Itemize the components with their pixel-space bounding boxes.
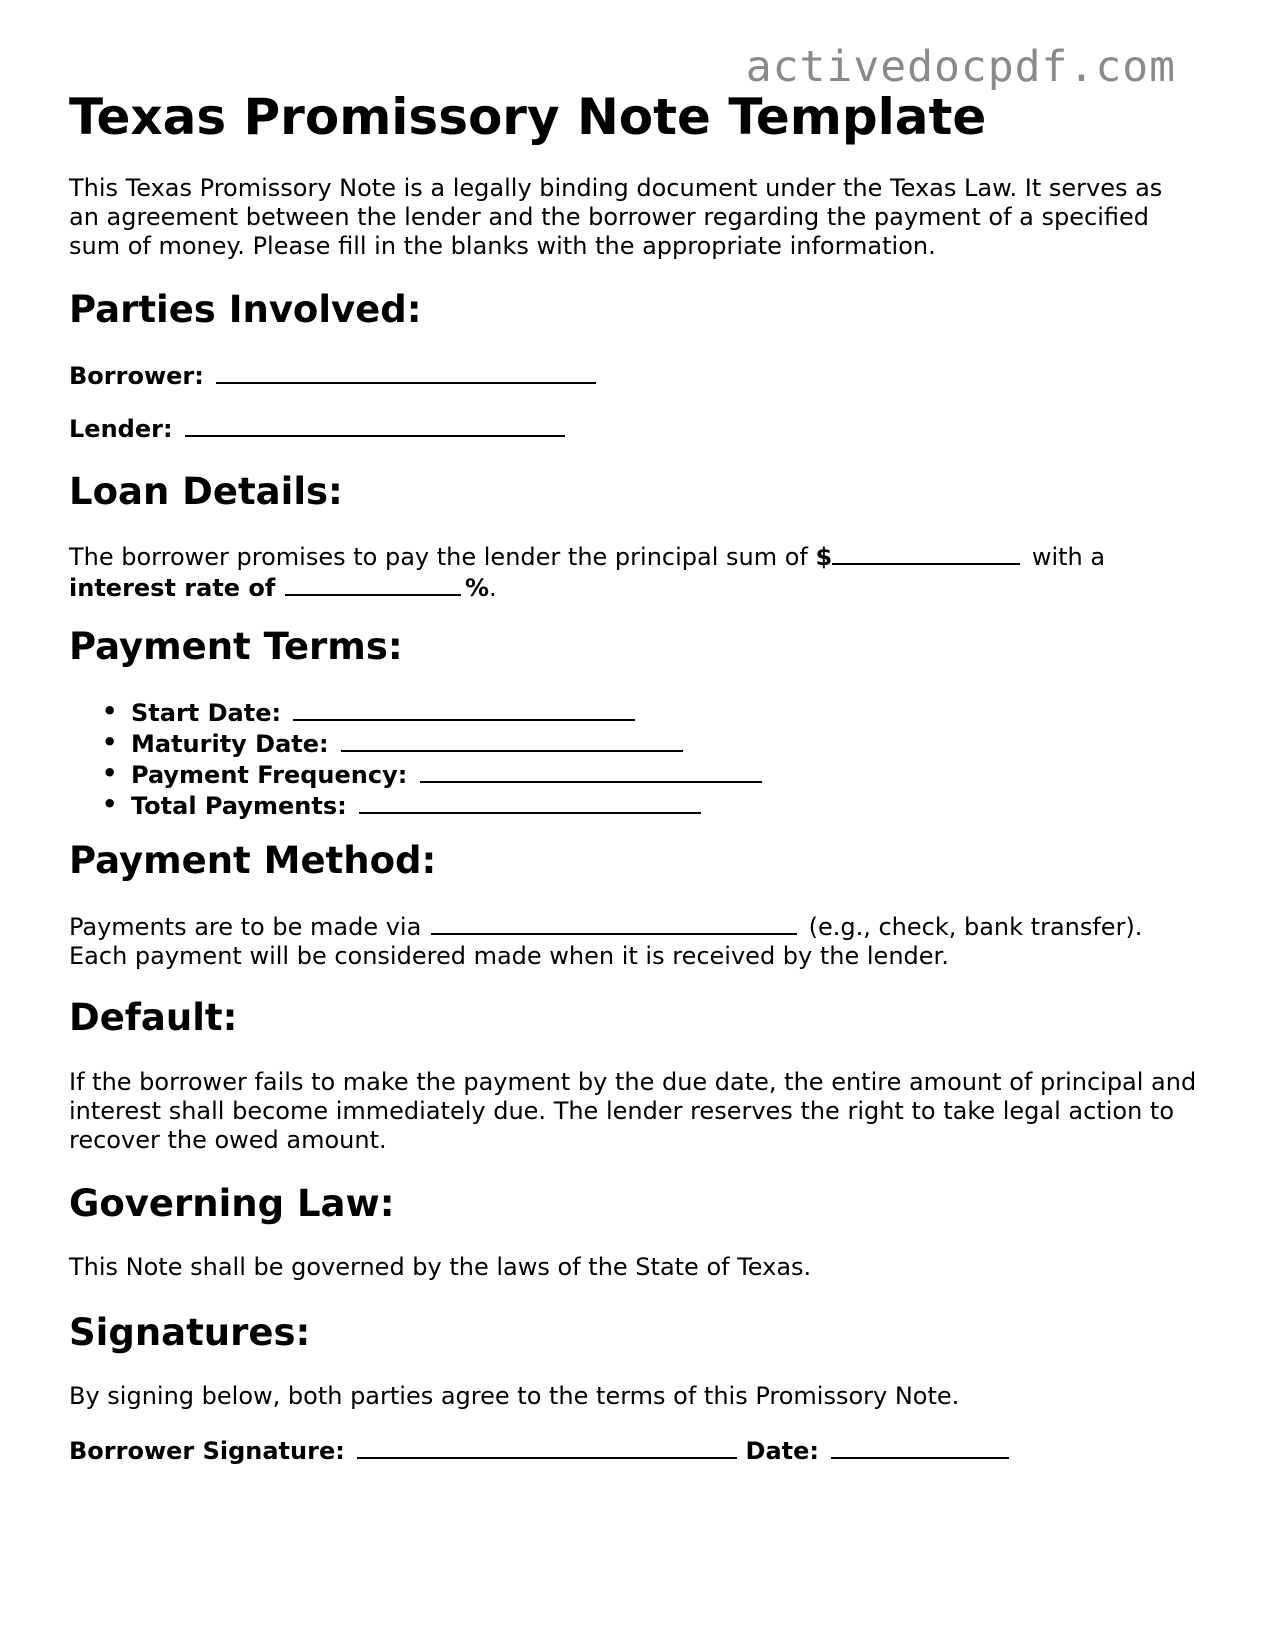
- payment-method-heading: Payment Method:: [69, 839, 437, 882]
- borrower-blank[interactable]: [216, 360, 596, 384]
- signatures-section: [69, 1311, 1199, 1354]
- list-item: [69, 697, 1199, 728]
- payment-method-paragraph: [69, 911, 1199, 971]
- parties-section: [69, 288, 1199, 331]
- bullet: •: [102, 728, 118, 756]
- loan-paragraph: [69, 541, 1199, 603]
- principal-blank[interactable]: [832, 541, 1020, 565]
- borrower-signature-label: Borrower Signature:: [69, 1437, 345, 1465]
- lender-label: Lender:: [69, 415, 173, 443]
- governing-law-section: [69, 1182, 1199, 1225]
- payment-frequency-label: Payment Frequency:: [131, 761, 408, 789]
- list-item: [69, 759, 1199, 790]
- payment-terms-section: [69, 625, 1199, 668]
- maturity-date-label: Maturity Date:: [131, 730, 329, 758]
- total-payments-label: Total Payments:: [131, 792, 347, 820]
- governing-law-paragraph: This Note shall be governed by the laws of the State of Texas.: [69, 1253, 812, 1281]
- default-section: [69, 996, 1199, 1039]
- default-paragraph: If the borrower fails to make the payment by the due date, the entire amount of principal and interest shall become immediately due. The lender reserves the right to take legal action to recover the owed amount.: [69, 1068, 1197, 1154]
- default-heading: Default:: [69, 996, 238, 1039]
- borrower-label: Borrower:: [69, 362, 204, 390]
- start-date-label: Start Date:: [131, 699, 282, 727]
- payment-frequency-blank[interactable]: [420, 759, 762, 783]
- total-payments-blank[interactable]: [359, 790, 701, 814]
- loan-period: .: [489, 574, 497, 602]
- loan-text-after-amount: with a: [1024, 543, 1106, 571]
- default-block: [69, 1068, 1199, 1155]
- signatures-paragraph: By signing below, both parties agree to the terms of this Promissory Note.: [69, 1382, 960, 1410]
- signatures-block: [69, 1382, 1199, 1411]
- payment-method-text-after: (e.g., check, bank transfer).: [808, 913, 1143, 941]
- maturity-date-blank[interactable]: [341, 728, 683, 752]
- list-item: [69, 728, 1199, 759]
- payment-terms-list-block: [69, 697, 1199, 821]
- watermark: activedocpdf.com: [745, 42, 1176, 92]
- loan-section: [69, 470, 1199, 513]
- borrower-field: [69, 360, 1199, 390]
- list-item: [69, 790, 1199, 821]
- borrower-signature-blank[interactable]: [357, 1435, 737, 1459]
- payment-method-text-before: Payments are to be made via: [69, 913, 422, 941]
- bullet: •: [102, 790, 118, 818]
- governing-law-block: [69, 1253, 1199, 1282]
- payment-method-block: [69, 911, 1199, 971]
- payment-terms-heading: Payment Terms:: [69, 625, 403, 668]
- parties-heading: Parties Involved:: [69, 288, 422, 331]
- currency-symbol: $: [815, 543, 833, 571]
- payment-method-section: [69, 839, 1199, 882]
- lender-field: [69, 413, 1199, 443]
- intro-block: [69, 174, 1199, 261]
- date-blank[interactable]: [831, 1435, 1009, 1459]
- loan-text-block: [69, 541, 1199, 603]
- payment-method-line2: Each payment will be considered made when it is received by the lender.: [69, 942, 949, 970]
- payment-terms-list: [69, 697, 1199, 821]
- date-label: Date:: [745, 1437, 820, 1465]
- interest-label: interest rate of: [69, 574, 276, 602]
- bullet: •: [102, 759, 118, 787]
- loan-text-before: The borrower promises to pay the lender the principal sum of: [69, 543, 816, 571]
- bullet: •: [102, 697, 118, 725]
- signatures-heading: Signatures:: [69, 1311, 311, 1354]
- payment-method-blank[interactable]: [431, 911, 797, 935]
- loan-heading: Loan Details:: [69, 470, 343, 513]
- percent-symbol: %: [465, 574, 490, 602]
- intro-paragraph: This Texas Promissory Note is a legally binding document under the Texas Law. It serves as an agreement between the lender and the borrower regarding the payment of a specified sum of money. Please fill in the blanks with the appropriate information.: [69, 174, 1163, 260]
- page-title: Texas Promissory Note Template: [69, 88, 987, 146]
- start-date-blank[interactable]: [293, 697, 635, 721]
- lender-blank[interactable]: [185, 413, 565, 437]
- interest-blank[interactable]: [285, 572, 461, 596]
- borrower-signature-field: [69, 1435, 1199, 1465]
- governing-law-heading: Governing Law:: [69, 1182, 395, 1225]
